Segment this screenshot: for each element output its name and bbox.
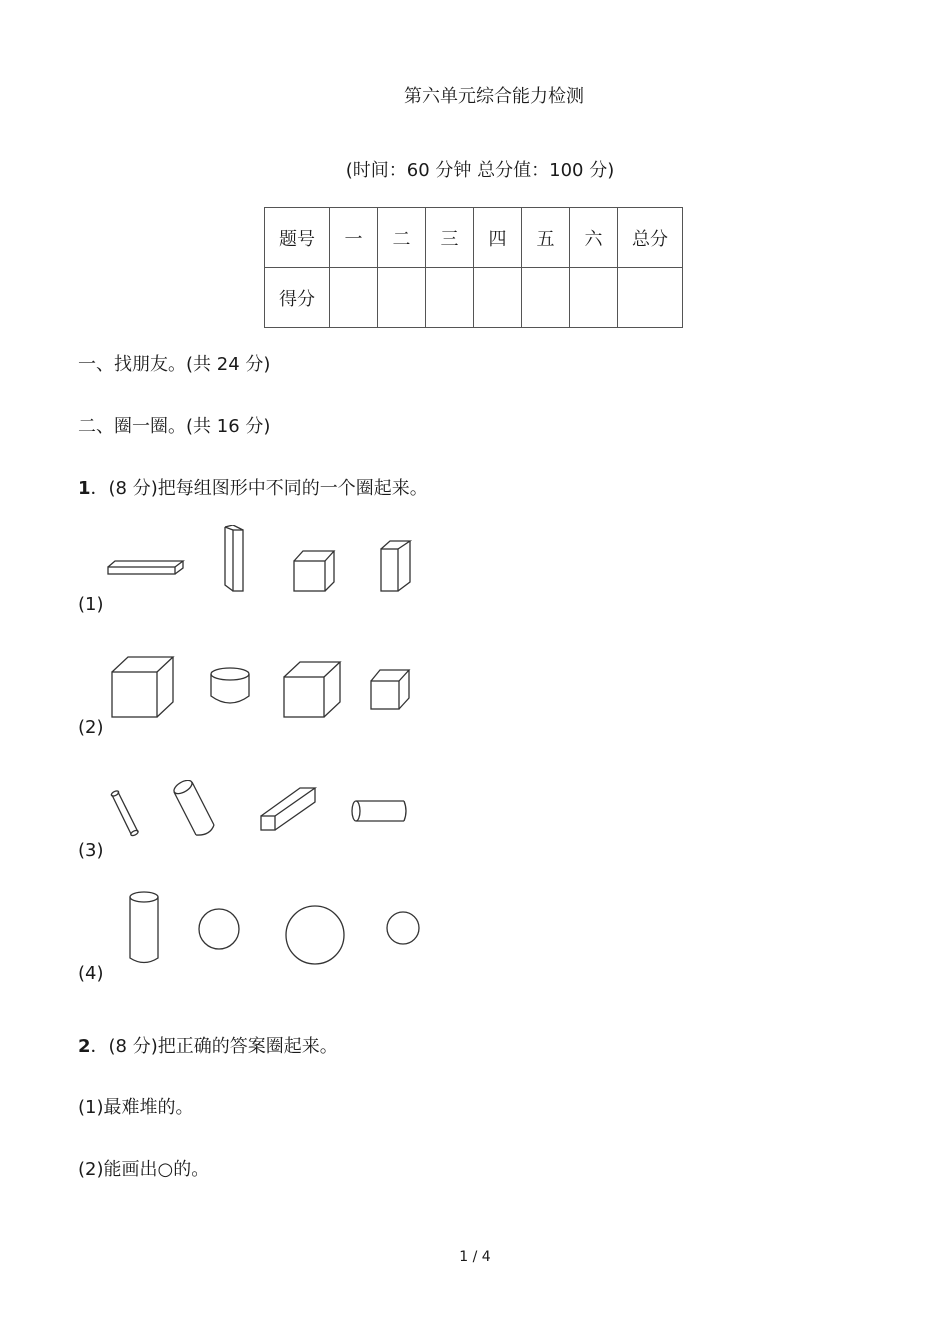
score-input-cell[interactable]: [378, 268, 426, 328]
group-label: (2): [78, 717, 104, 738]
group-label: (1): [78, 594, 104, 615]
score-input-cell[interactable]: [522, 268, 570, 328]
shape-group-3: [100, 780, 430, 840]
question-1: [78, 478, 428, 500]
group-label: (4): [78, 963, 104, 984]
question-2: [78, 1036, 338, 1058]
table-cell: 得分: [265, 268, 330, 328]
cuboid-shape: [381, 541, 410, 591]
question-text: ．(8 分)把正确的答案圈起来。: [90, 1036, 338, 1057]
circle-shape: [199, 909, 239, 949]
score-input-cell[interactable]: [618, 268, 683, 328]
table-row: [265, 268, 683, 328]
table-cell: 一: [330, 208, 378, 268]
score-table: [264, 207, 683, 328]
tall-cylinder-shape: [130, 892, 158, 963]
long-cuboid-shape: [261, 788, 315, 830]
table-cell: 六: [570, 208, 618, 268]
tall-cuboid-shape: [225, 525, 243, 591]
small-circle-shape: [387, 912, 419, 944]
cylinder-shape: [211, 668, 249, 703]
sub-question: (1)最难堆的。: [78, 1097, 194, 1118]
exam-info: (时间：60 分钟 总分值：100 分): [345, 160, 615, 181]
shape-group-2: [100, 650, 430, 725]
question-number: 2: [78, 1036, 91, 1057]
section-heading: 二、圈一圈。(共 16 分): [78, 416, 271, 437]
shape-group-4: [100, 885, 430, 970]
flat-cuboid-shape: [108, 561, 183, 574]
table-cell: 二: [378, 208, 426, 268]
large-circle-shape: [286, 906, 344, 964]
page-number: 1 / 4: [459, 1249, 491, 1265]
lying-cylinder-shape: [352, 801, 406, 821]
group-label: (3): [78, 840, 104, 861]
page-title: 第六单元综合能力检测: [404, 86, 584, 107]
table-cell: 五: [522, 208, 570, 268]
score-input-cell[interactable]: [330, 268, 378, 328]
sub-question: (2)能画出○的。: [78, 1159, 210, 1180]
table-cell: 总分: [618, 208, 683, 268]
table-cell: 三: [426, 208, 474, 268]
score-input-cell[interactable]: [426, 268, 474, 328]
cube-shape: [294, 551, 334, 591]
section-heading: 一、找朋友。(共 24 分): [78, 354, 271, 375]
cube-shape: [112, 657, 173, 717]
tilted-cylinder-shape: [172, 780, 214, 835]
score-input-cell[interactable]: [570, 268, 618, 328]
question-number: 1: [78, 478, 91, 499]
table-cell: 题号: [265, 208, 330, 268]
table-row: [265, 208, 683, 268]
shape-group-1: [100, 525, 430, 600]
thin-cylinder-shape: [111, 790, 139, 837]
table-cell: 四: [474, 208, 522, 268]
score-input-cell[interactable]: [474, 268, 522, 328]
cube-shape: [284, 662, 340, 717]
question-text: ．(8 分)把每组图形中不同的一个圈起来。: [90, 478, 428, 499]
small-cube-shape: [371, 670, 409, 709]
